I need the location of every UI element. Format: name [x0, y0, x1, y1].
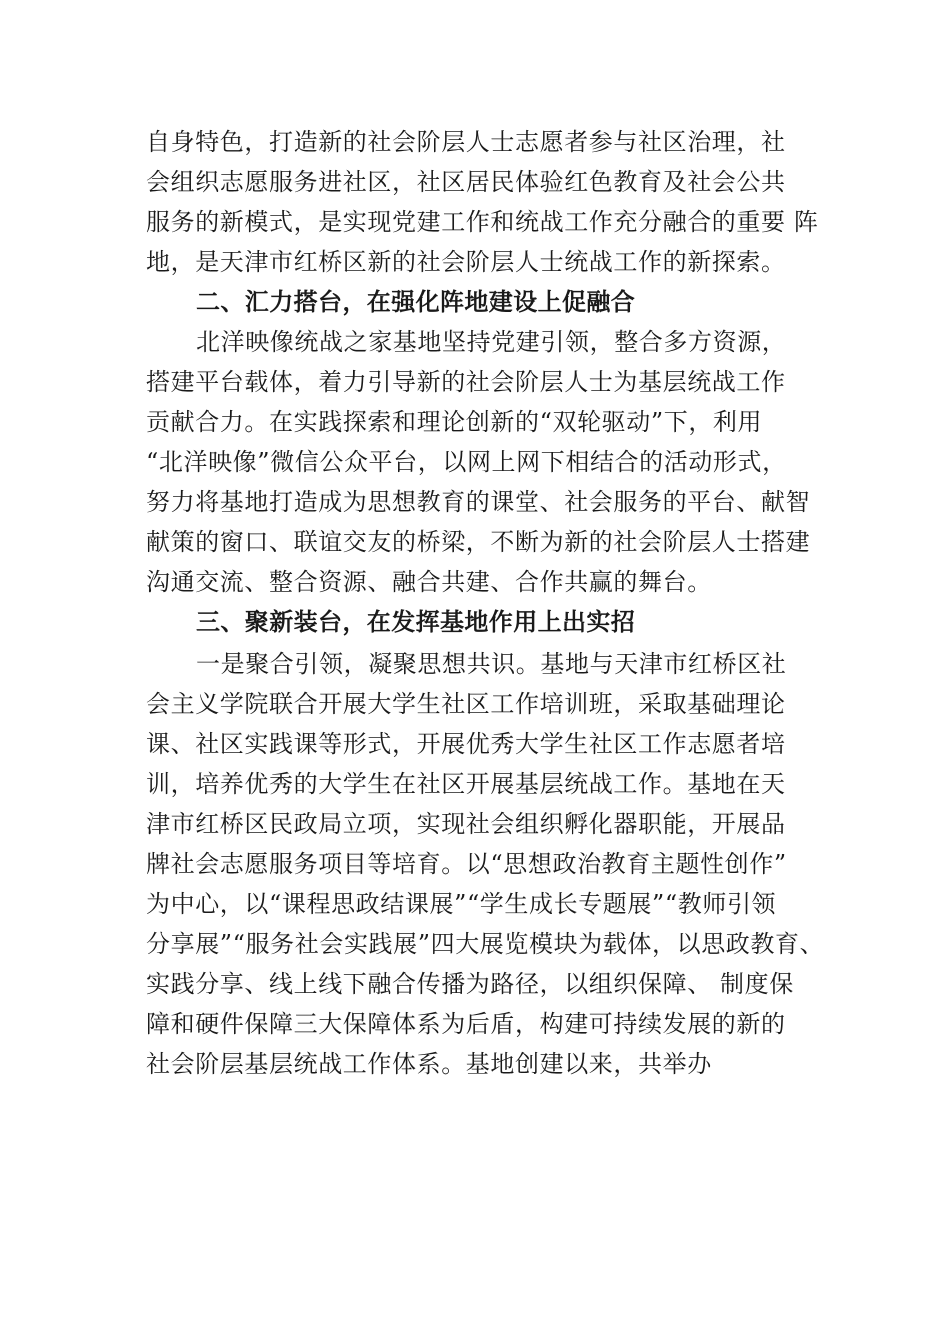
section-heading-3: 三、聚新装台，在发挥基地作用上出实招: [196, 608, 636, 636]
body-text-line: 会主义学院联合开展大学生社区工作培训班，采取基础理论: [146, 690, 786, 718]
section-heading-2: 二、汇力搭台，在强化阵地建设上促融合: [196, 288, 636, 316]
body-text-line: 自身特色，打造新的社会阶层人士志愿者参与社区治理，社: [146, 128, 786, 156]
body-text-line: 为中心，以“课程思政结课展”“学生成长专题展”“教师引领: [146, 890, 777, 918]
paragraph-first-line: 北洋映像统战之家基地坚持党建引领，整合多方资源，: [196, 328, 787, 356]
body-text-line: “北洋映像”微信公众平台，以网上网下相结合的活动形式，: [146, 448, 787, 476]
body-text-line: 实践分享、线上线下融合传播为路径，以组织保障、 制度保: [146, 970, 794, 998]
body-text-line: 搭建平台载体，着力引导新的社会阶层人士为基层统战工作: [146, 368, 786, 396]
body-text-line: 分享展”“服务社会实践展”四大展览模块为载体，以思政教育、: [146, 930, 825, 958]
body-text-line: 服务的新模式，是实现党建工作和统战工作充分融合的重要 阵: [146, 208, 819, 236]
paragraph-first-line: 一是聚合引领，凝聚思想共识。基地与天津市红桥区社: [196, 650, 787, 678]
body-text-line: 沟通交流、整合资源、融合共建、合作共赢的舞台。: [146, 568, 712, 596]
body-text-line: 训，培养优秀的大学生在社区开展基层统战工作。基地在天: [146, 770, 786, 798]
body-text-line: 努力将基地打造成为思想教育的课堂、社会服务的平台、献智: [146, 488, 811, 516]
body-text-line: 课、社区实践课等形式，开展优秀大学生社区工作志愿者培: [146, 730, 786, 758]
body-text-line: 障和硬件保障三大保障体系为后盾，构建可持续发展的新的: [146, 1010, 786, 1038]
body-text-line: 津市红桥区民政局立项，实现社会组织孵化器职能，开展品: [146, 810, 786, 838]
body-text-line: 地，是天津市红桥区新的社会阶层人士统战工作的新探索。: [146, 248, 786, 276]
body-text-line: 贡献合力。在实践探索和理论创新的“双轮驱动”下，利用: [146, 408, 763, 436]
body-text-line: 献策的窗口、联谊交友的桥梁，不断为新的社会阶层人士搭建: [146, 528, 811, 556]
body-text-line: 牌社会志愿服务项目等培育。以“思想政治教育主题性创作”: [146, 850, 787, 878]
body-text-line: 社会阶层基层统战工作体系。基地创建以来，共举办: [146, 1050, 712, 1078]
body-text-line: 会组织志愿服务进社区，社区居民体验红色教育及社会公共: [146, 168, 786, 196]
